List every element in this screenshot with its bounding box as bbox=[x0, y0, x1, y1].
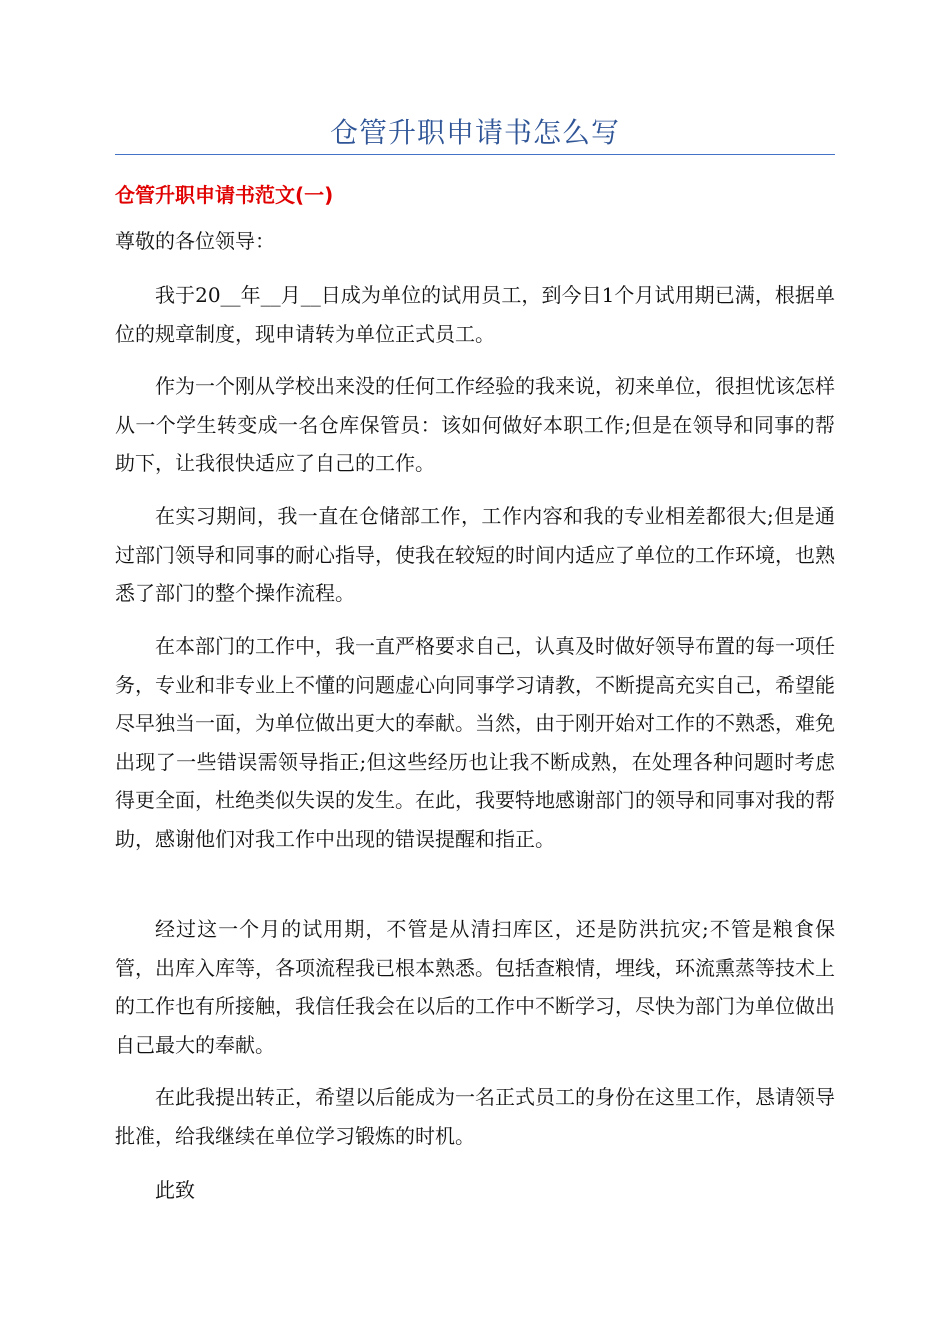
paragraph-6: 在此我提出转正，希望以后能成为一名正式员工的身份在这里工作，恳请领导批准，给我继续在单位学习锻炼的时机。 bbox=[115, 1085, 835, 1148]
paragraph-4: 在本部门的工作中，我一直严格要求自己，认真及时做好领导布置的每一项任务，专业和非专业上不懂的问题虚心向同事学习请教，不断提高充实自己，希望能尽早独当一面，为单位做出更大的奉献。当然，由于刚开始对工作的不熟悉，难免出现了一些错误需领导指正;但这些经历也让我不断成熟，在处理各种问题时考虑得更全面，杜绝类似失误的发生。在此，我要特地感谢部门的领导和同事对我的帮助，感谢他们对我工作中出现的错误提醒和指正。 bbox=[115, 634, 835, 851]
paragraph-1: 我于20__年__月__日成为单位的试用员工，到今日1个月试用期已满，根据单位的规章制度，现申请转为单位正式员工。 bbox=[115, 283, 835, 346]
closing: 此致 bbox=[155, 1178, 195, 1202]
paragraph-5: 经过这一个月的试用期，不管是从清扫库区，还是防洪抗灾;不管是粮食保管，出库入库等，各项流程我已根本熟悉。包括查粮情，埋线，环流熏蒸等技术上的工作也有所接触，我信任我会在以后的工作中不断学习，尽快为部门为单位做出自己最大的奉献。 bbox=[115, 917, 835, 1057]
document-title: 仓管升职申请书怎么写 bbox=[329, 116, 620, 149]
section-heading: 仓管升职申请书范文(一) bbox=[115, 183, 334, 207]
salutation: 尊敬的各位领导： bbox=[115, 229, 275, 253]
paragraph-3: 在实习期间，我一直在仓储部工作，工作内容和我的专业相差都很大;但是通过部门领导和同事的耐心指导，使我在较短的时间内适应了单位的工作环境，也熟悉了部门的整个操作流程。 bbox=[115, 504, 835, 605]
title-underline bbox=[115, 154, 835, 155]
paragraph-2: 作为一个刚从学校出来没的任何工作经验的我来说，初来单位，很担忧该怎样从一个学生转变成一名仓库保管员：该如何做好本职工作;但是在领导和同事的帮助下，让我很快适应了自己的工作。 bbox=[115, 374, 835, 475]
